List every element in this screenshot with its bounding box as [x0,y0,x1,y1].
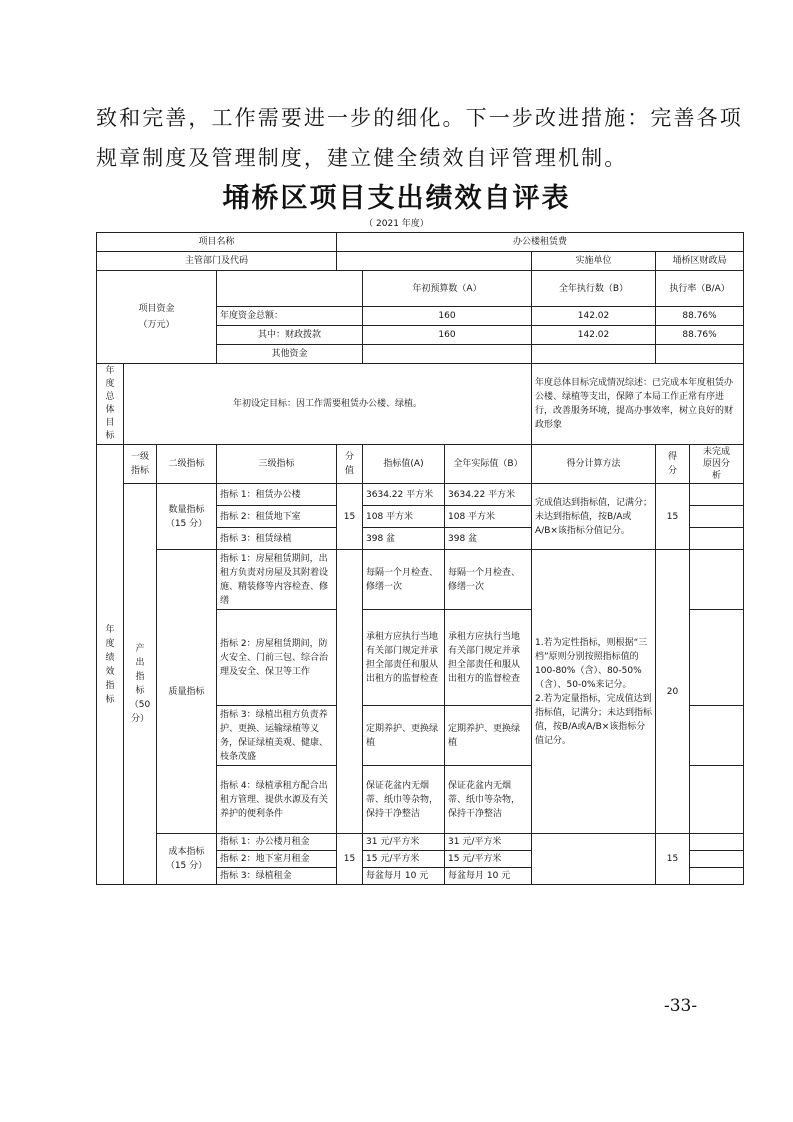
quantity-reason-1 [690,484,744,506]
quality-target-3: 定期养护、更换绿植 [363,706,445,766]
cost-indicator-1: 指标 1：办公楼月租金 [217,834,337,851]
page-title: 埇桥区项目支出绩效自评表 [222,183,571,214]
quality-method: 1.若为定性指标，则根据“三档”原则分别按照指标值的 100-80%（含）、80-50%（含）、50-0%来记分。 2.若为定量指标，完成值达到指标值，记满分；未达到指标值，按B/A或A/B×该指标分值记分。 [532,550,656,834]
funds-row-rate: 88.76% [656,326,744,345]
header-level3: 三级指标 [217,445,337,484]
quantity-reason-2 [690,506,744,528]
funds-row-rate [656,345,744,364]
quality-score: 20 [656,550,690,834]
funds-row-label: 年度资金总额： [217,307,363,326]
quality-actual-1: 每隔一个月检查、修缮一次 [445,550,532,610]
cost-score: 15 [656,834,690,885]
quality-target-2: 承租方应执行当地有关部门规定并承担全部责任和服从出租方的监督检查 [363,610,445,706]
funds-label: 项目资金 （万元） [97,271,217,364]
cost-reason-3 [690,868,744,885]
impl-unit-label: 实施单位 [532,252,656,271]
quantity-label: 数量指标 （15 分） [157,484,217,550]
quality-target-1: 每隔一个月检查、修缮一次 [363,550,445,610]
funds-row-exec [532,345,656,364]
quantity-target-1: 3634.22 平方米 [363,484,445,506]
header-weight: 分 值 [337,445,363,484]
quantity-target-2: 108 平方米 [363,506,445,528]
funds-row-rate: 88.76% [656,307,744,326]
quantity-indicator-2: 指标 2：租赁地下室 [217,506,337,528]
page-number: -33- [664,996,698,1016]
quality-reason-3 [690,706,744,766]
funds-row-exec: 142.02 [532,307,656,326]
header-method: 得分计算方法 [532,445,656,484]
quantity-indicator-1: 指标 1：租赁办公楼 [217,484,337,506]
year-line: （ 2021 年度） [364,219,429,229]
quantity-weight: 15 [337,484,363,550]
cost-target-1: 31 元/平方米 [363,834,445,851]
dept-value [337,252,532,271]
funds-row-label: 其他资金 [217,345,363,364]
header-reason: 未完成 原因分 析 [690,445,744,484]
goals-label: 年 度 总 体 目 标 [97,364,124,445]
quantity-reason-3 [690,528,744,550]
quantity-target-3: 398 盆 [363,528,445,550]
quantity-indicator-3: 指标 3：租赁绿植 [217,528,337,550]
indicators-section-label: 年 度 绩 效 指 标 [97,445,124,885]
quality-reason-4 [690,766,744,834]
quantity-score: 15 [656,484,690,550]
quality-weight [337,550,363,834]
cost-label: 成本指标 （15 分） [157,834,217,885]
quality-reason-2 [690,610,744,706]
quality-indicator-3: 指标 3：绿植出租方负责养护、更换、运输绿植等义务，保证绿植美观、健康、枝条茂盛 [217,706,337,766]
cost-target-2: 15 元/平方米 [363,851,445,868]
quality-reason-1 [690,550,744,610]
cost-reason-1 [690,834,744,851]
dept-label: 主管部门及代码 [97,252,337,271]
funds-row-label: 其中：财政拨款 [217,326,363,345]
quantity-method: 完成值达到指标值，记满分；未达到指标值，按B/A或A/B×该指标分值记分。 [532,484,656,550]
quantity-actual-2: 108 平方米 [445,506,532,528]
funds-blank-header [217,271,363,307]
funds-row-budget [363,345,532,364]
evaluation-table [96,232,744,885]
header-target: 指标值(A) [363,445,445,484]
project-name: 办公楼租赁费 [337,233,744,252]
intro-line-2: 规章制度及管理制度，建立健全绩效自评管理机制。 [96,146,628,170]
goal-completion: 年度总体目标完成情况综述：已完成本年度租赁办公楼、绿植等支出，保障了本局工作正常有序进行，改善服务环境，提高办事效率，树立良好的财政形象 [532,364,744,445]
impl-unit: 埇桥区财政局 [656,252,744,271]
funds-row-budget: 160 [363,307,532,326]
quantity-actual-3: 398 盆 [445,528,532,550]
cost-actual-1: 31 元/平方米 [445,834,532,851]
quality-label: 质量指标 [157,550,217,834]
quality-actual-2: 承租方应执行当地有关部门规定并承担全部责任和服从出租方的监督检查 [445,610,532,706]
funds-row-exec: 142.02 [532,326,656,345]
col-rate: 执行率（B/A） [656,271,744,307]
project-name-label: 项目名称 [97,233,337,252]
header-level1: 一级 指标 [124,445,157,484]
intro-line-1: 致和完善，工作需要进一步的细化。下一步改进措施：完善各项 [96,106,743,130]
cost-weight: 15 [337,834,363,885]
quality-indicator-2: 指标 2：房屋租赁期间，防火安全、门前三包、综合治理及安全、保卫等工作 [217,610,337,706]
cost-target-3: 每盆每月 10 元 [363,868,445,885]
cost-actual-3: 每盆每月 10 元 [445,868,532,885]
cost-reason-2 [690,851,744,868]
col-budget: 年初预算数（A） [363,271,532,307]
initial-goal: 年初设定目标：因工作需要租赁办公楼、绿植。 [124,364,532,445]
quality-actual-4: 保证花盆内无烟蒂、纸巾等杂物，保持干净整洁 [445,766,532,834]
funds-row-budget: 160 [363,326,532,345]
cost-method [532,834,656,885]
cost-indicator-3: 指标 3：绿植租金 [217,868,337,885]
header-score: 得 分 [656,445,690,484]
quantity-actual-1: 3634.22 平方米 [445,484,532,506]
quality-actual-3: 定期养护、更换绿植 [445,706,532,766]
col-exec: 全年执行数（B） [532,271,656,307]
cost-actual-2: 15 元/平方米 [445,851,532,868]
header-actual: 全年实际值（B） [445,445,532,484]
header-level2: 二级指标 [157,445,217,484]
quality-indicator-4: 指标 4：绿植承租方配合出租方管理、提供水源及有关养护的便利条件 [217,766,337,834]
quality-indicator-1: 指标 1：房屋租赁期间，出租方负责对房屋及其附着设施、精装修等内容检查、修缮 [217,550,337,610]
output-indicator-label: 产 出 指 标 （50 分） [124,484,157,885]
quality-target-4: 保证花盆内无烟蒂、纸巾等杂物，保持干净整洁 [363,766,445,834]
cost-indicator-2: 指标 2：地下室月租金 [217,851,337,868]
